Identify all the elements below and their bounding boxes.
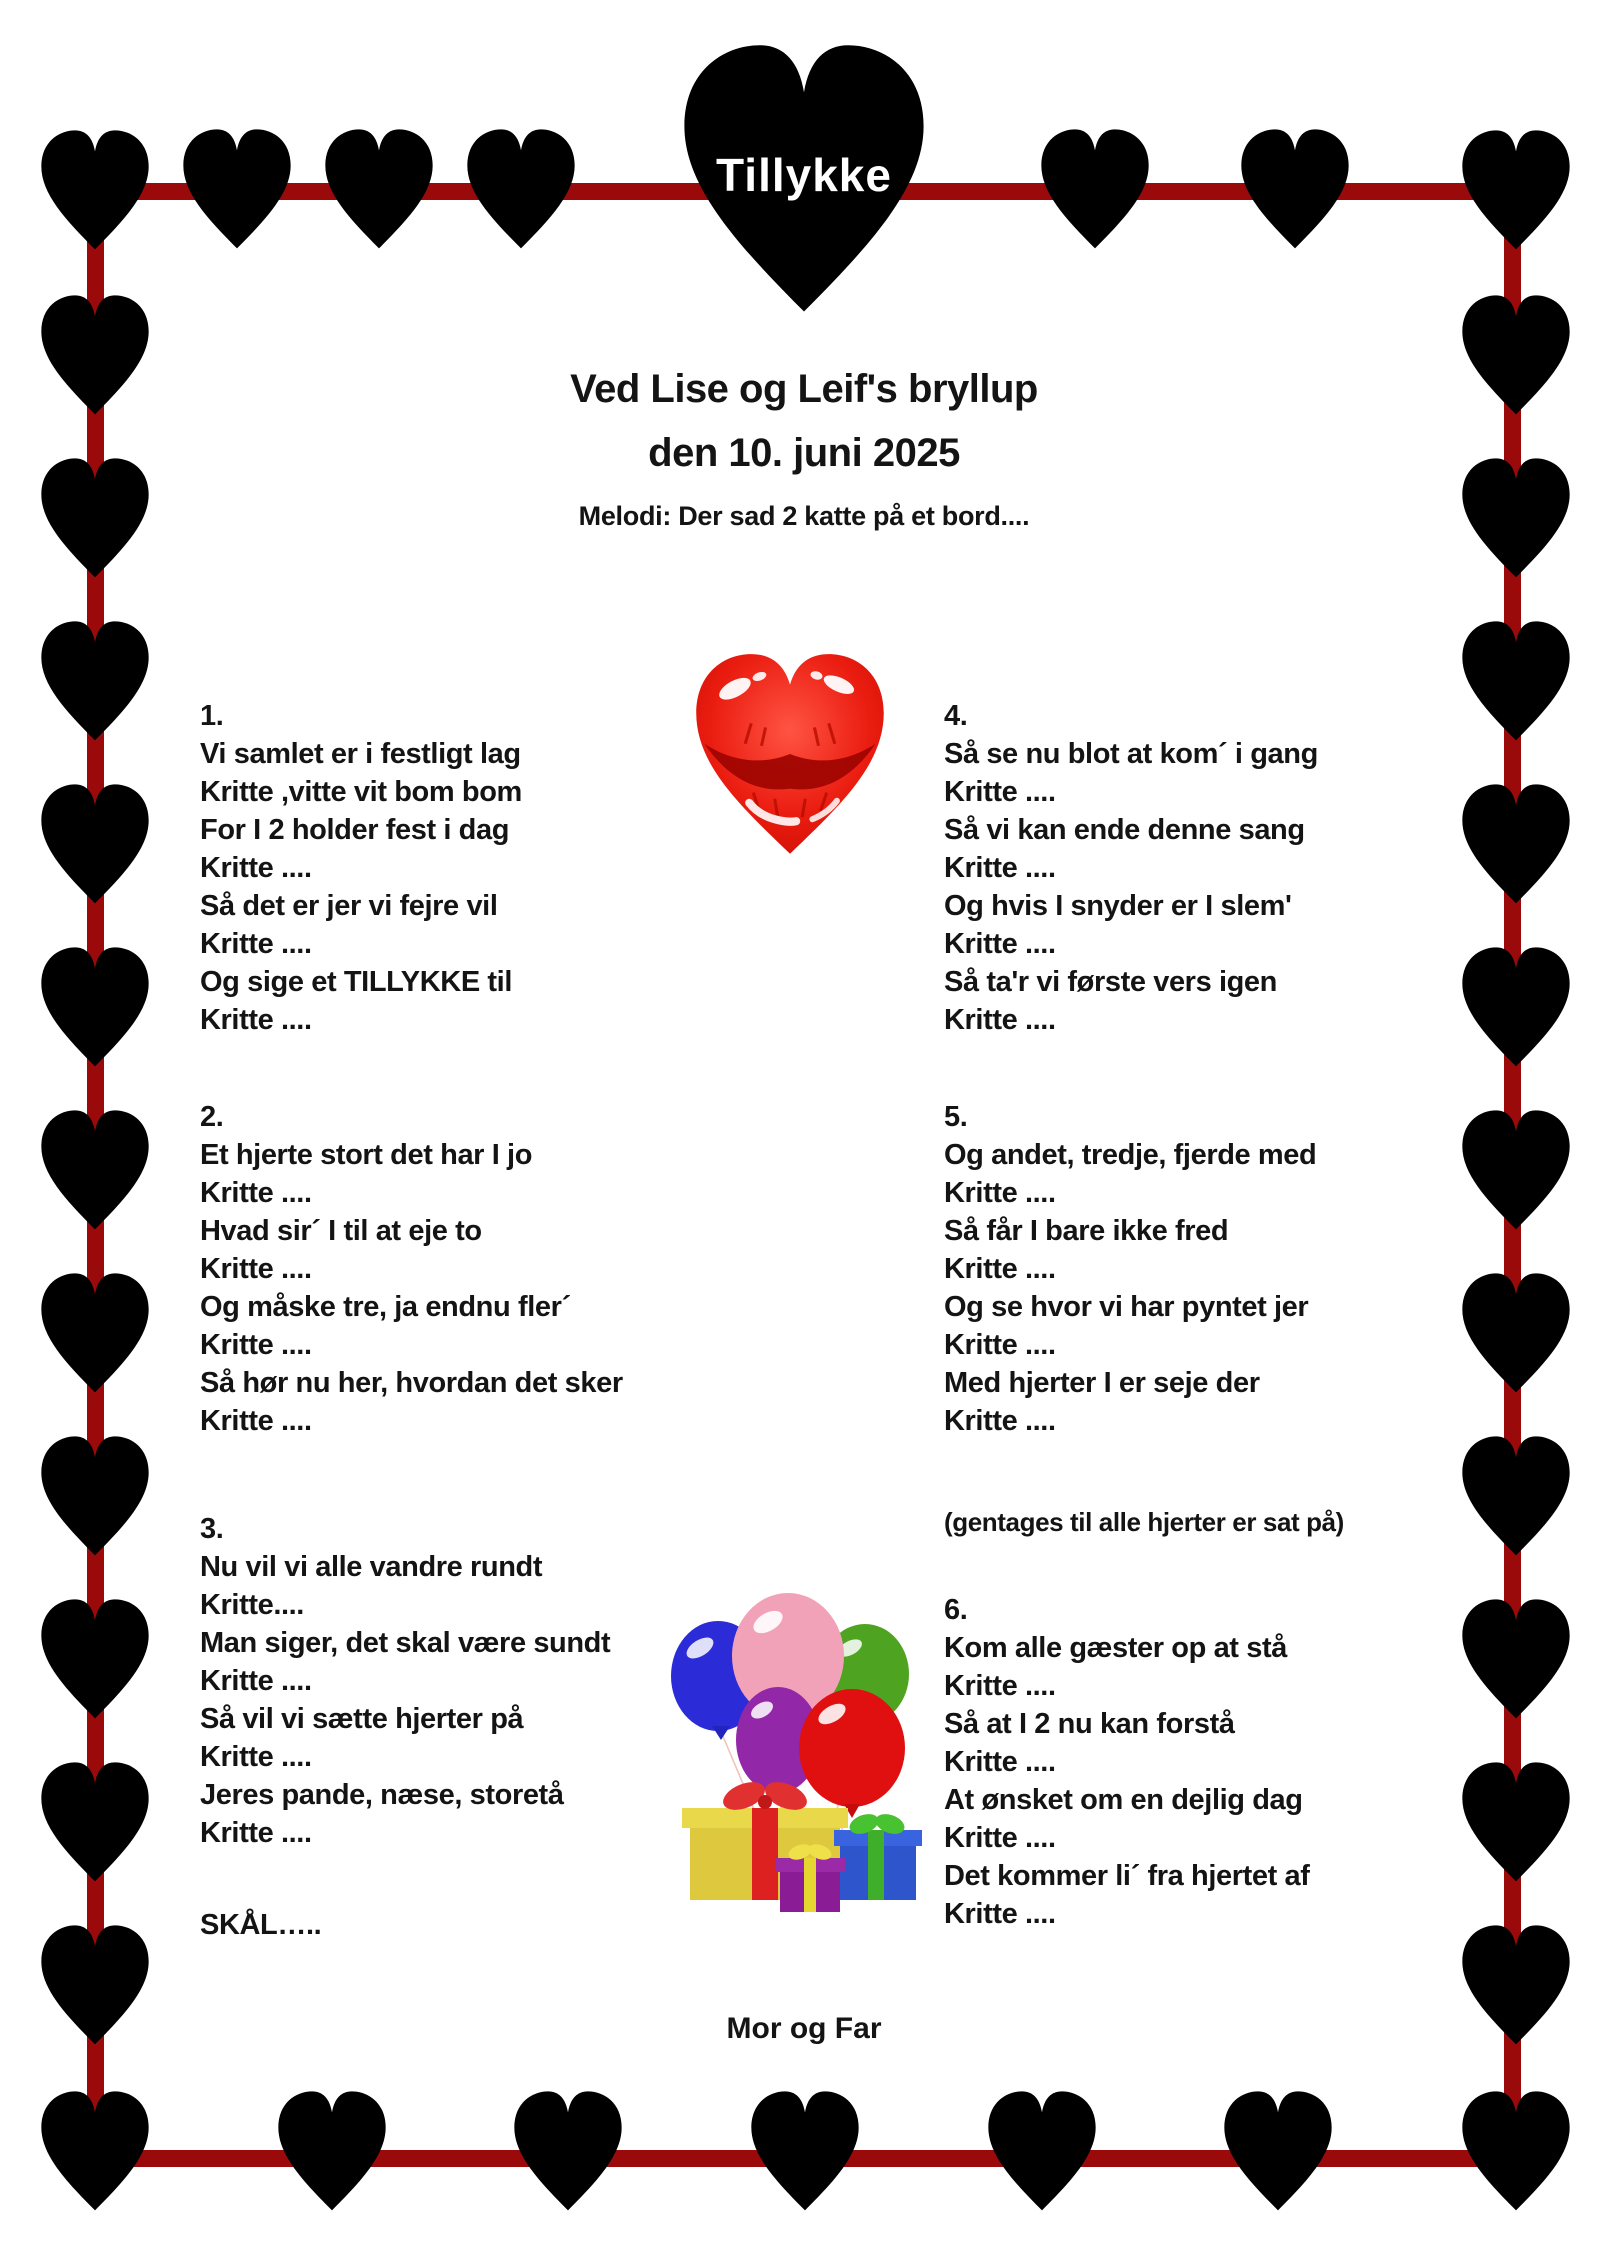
verse-line: Kritte ....: [200, 1177, 312, 1209]
border-heart-icon: [36, 1597, 154, 1723]
border-heart-icon: [36, 1108, 154, 1234]
verse-line: Så ta'r vi første vers igen: [944, 966, 1277, 998]
verse-line: Og andet, tredje, fjerde med: [944, 1139, 1317, 1171]
verse-line: Kritte ....: [200, 1329, 312, 1361]
border-heart-icon: [509, 2089, 627, 2215]
verse-line: Så at I 2 nu kan forstå: [944, 1708, 1235, 1740]
verse-4: [944, 697, 1544, 1039]
verse-line: For I 2 holder fest i dag: [200, 814, 510, 846]
verse-line: Så vi kan ende denne sang: [944, 814, 1305, 846]
verse-line: Så vil vi sætte hjerter på: [200, 1703, 524, 1735]
verse-line: Kritte ....: [200, 1665, 312, 1697]
border-heart-icon: [1236, 127, 1354, 253]
verse-number: 3.: [200, 1513, 224, 1545]
border-heart-icon: [36, 2089, 154, 2215]
verse-1: [200, 697, 800, 1039]
melody-note: Melodi: Der sad 2 katte på et bord....: [578, 501, 1030, 531]
verse-line: Kritte ....: [944, 1405, 1056, 1437]
verse-line: Så får I bare ikke fred: [944, 1215, 1229, 1247]
border-heart-icon: [36, 945, 154, 1071]
verse-line: Så hør nu her, hvordan det sker: [200, 1367, 623, 1399]
verse-line: Kritte ....: [200, 928, 312, 960]
verse-6: [944, 1591, 1544, 1933]
verse-line: Og hvis I snyder er I slem': [944, 890, 1292, 922]
repeat-note: (gentages til alle hjerter er sat på): [944, 1507, 1344, 1537]
verse-line: Hvad sir´ I til at eje to: [200, 1215, 482, 1247]
verse-5: [944, 1098, 1544, 1440]
verse-number: 4.: [944, 700, 968, 732]
verse-line: Kritte ....: [944, 1670, 1056, 1702]
verse-line: Kritte ....: [944, 1746, 1056, 1778]
verse-line: Kritte ....: [944, 1898, 1056, 1930]
verse-number: 6.: [944, 1594, 968, 1626]
verse-number: 5.: [944, 1101, 968, 1133]
verse-line: Vi samlet er i festligt lag: [200, 738, 521, 770]
border-heart-icon: [36, 782, 154, 908]
verse-line: Kritte ....: [200, 852, 312, 884]
verse-line: Et hjerte stort det har I jo: [200, 1139, 533, 1171]
title-line-1: Ved Lise og Leif's bryllup: [570, 367, 1038, 411]
toast-line: SKÅL…..: [200, 1909, 322, 1941]
verse-line: Kritte ....: [200, 1817, 312, 1849]
verse-line: Kritte....: [200, 1589, 304, 1621]
verse-line: Kritte ....: [200, 1405, 312, 1437]
verse-line: Og sige et TILLYKKE til: [200, 966, 512, 998]
verse-2: [200, 1098, 800, 1440]
verse-line: Nu vil vi alle vandre rundt: [200, 1551, 543, 1583]
verse-column-right: [944, 697, 1544, 1933]
verse-line: Kritte ....: [944, 1329, 1056, 1361]
verse-column-left: [200, 697, 800, 1944]
verse-line: Man siger, det skal være sundt: [200, 1627, 611, 1659]
verse-line: Kritte ....: [944, 1253, 1056, 1285]
verse-line: Og se hvor vi har pyntet jer: [944, 1291, 1309, 1323]
verse-line: Så det er jer vi fejre vil: [200, 890, 498, 922]
verse-number: 1.: [200, 700, 224, 732]
banner-title: Tillykke: [716, 149, 892, 201]
border-heart-icon: [178, 127, 296, 253]
verse-line: Kritte ....: [200, 1004, 312, 1036]
border-heart-icon: [746, 2089, 864, 2215]
verse-line: Kritte ....: [944, 1822, 1056, 1854]
signature: Mor og Far: [726, 2012, 882, 2045]
verse-line: Kritte ....: [944, 1177, 1056, 1209]
border-heart-icon: [36, 619, 154, 745]
border-heart-icon: [1036, 127, 1154, 253]
border-heart-icon: [1219, 2089, 1337, 2215]
border-heart-icon: [1457, 2089, 1575, 2215]
verse-3: [200, 1510, 800, 1852]
verse-line: Det kommer li´ fra hjertet af: [944, 1860, 1310, 1892]
verse-line: Kritte ....: [944, 928, 1056, 960]
border-heart-icon: [983, 2089, 1101, 2215]
border-heart-icon: [320, 127, 438, 253]
verse-line: Kritte ....: [200, 1741, 312, 1773]
verse-line: Kritte ,vitte vit bom bom: [200, 776, 522, 808]
border-heart-icon: [36, 1434, 154, 1560]
verse-line: Med hjerter I er seje der: [944, 1367, 1260, 1399]
verse-line: Kom alle gæster op at stå: [944, 1632, 1287, 1664]
verse-line: Kritte ....: [200, 1253, 312, 1285]
verse-line: At ønsket om en dejlig dag: [944, 1784, 1303, 1816]
title-line-2: den 10. juni 2025: [648, 431, 960, 475]
tillykke-banner-heart-icon: [674, 40, 934, 322]
border-heart-icon: [36, 1760, 154, 1886]
verse-number: 2.: [200, 1101, 224, 1133]
verse-line: Så se nu blot at kom´ i gang: [944, 738, 1318, 770]
border-heart-icon: [462, 127, 580, 253]
border-heart-icon: [1457, 128, 1575, 254]
verse-line: Og måske tre, ja endnu fler´: [200, 1291, 571, 1323]
border-heart-icon: [273, 2089, 391, 2215]
verse-line: Kritte ....: [944, 1004, 1056, 1036]
border-heart-icon: [36, 128, 154, 254]
verse-line: Kritte ....: [944, 776, 1056, 808]
border-heart-icon: [36, 1271, 154, 1397]
page-title: [95, 357, 1513, 485]
verse-line: Kritte ....: [944, 852, 1056, 884]
verse-line: Jeres pande, næse, storetå: [200, 1779, 564, 1811]
